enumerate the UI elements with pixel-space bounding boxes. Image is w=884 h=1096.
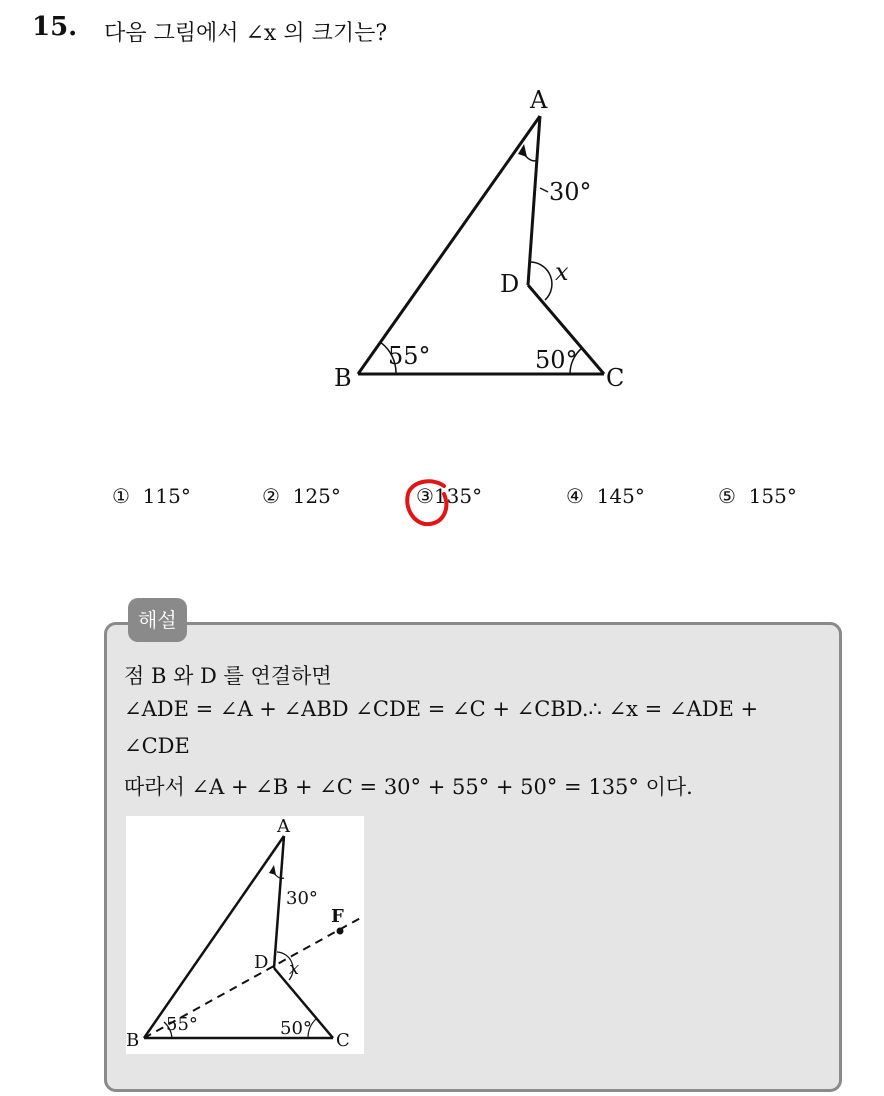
solution-label: 해설 xyxy=(128,598,187,642)
solution-line-3: ∠CDE xyxy=(124,734,190,758)
fig2-angle-x: x xyxy=(289,958,300,979)
choice-4[interactable] xyxy=(566,484,645,508)
choice-2-value: 125° xyxy=(292,484,341,508)
fig2-label-c: C xyxy=(336,1030,350,1051)
solution-line-4: 따라서 ∠A + ∠B + ∠C = 30° + 55° + 50° = 135° 이다. xyxy=(124,775,693,799)
fig2-label-a: A xyxy=(277,816,290,837)
choice-5[interactable] xyxy=(718,484,797,508)
fig2-label-f: F xyxy=(331,906,344,927)
choice-2-marker: ② xyxy=(262,484,280,508)
question-text: 다음 그림에서 ∠x 의 크기는? xyxy=(104,21,388,46)
fig2-label-b: B xyxy=(126,1030,140,1051)
fig1-angle-a: 30° xyxy=(549,178,592,206)
choice-2[interactable] xyxy=(262,484,341,508)
fig2-angle-b: 55° xyxy=(166,1014,198,1035)
fig1-label-b: B xyxy=(334,364,352,392)
choice-5-marker: ⑤ xyxy=(718,484,736,508)
fig1-label-d: D xyxy=(500,270,520,298)
choice-4-marker: ④ xyxy=(566,484,584,508)
selected-answer-circle xyxy=(400,476,454,532)
fig1-angle-c: 50° xyxy=(535,346,578,374)
choice-4-value: 145° xyxy=(596,484,645,508)
choice-5-value: 155° xyxy=(748,484,797,508)
fig1-label-a: A xyxy=(530,86,548,114)
solution-figure xyxy=(126,816,364,1054)
choice-3-marker: ③ xyxy=(416,484,434,508)
fig2-angle-a: 30° xyxy=(286,888,318,909)
choice-1[interactable] xyxy=(112,484,191,508)
fig2-angle-c: 50° xyxy=(280,1018,312,1039)
choice-1-marker: ① xyxy=(112,484,130,508)
choice-1-value: 115° xyxy=(142,484,191,508)
fig1-label-c: C xyxy=(606,364,625,392)
fig1-angle-x: x xyxy=(555,258,569,286)
choice-3-value: 135° xyxy=(433,484,483,508)
fig1-angle-b: 55° xyxy=(388,342,431,370)
fig2-label-d: D xyxy=(254,952,269,973)
triangle-figure xyxy=(0,0,884,420)
solution-line-2: ∠ADE = ∠A + ∠ABD ∠CDE = ∠C + ∠CBD.∴ ∠x = ∠ADE + xyxy=(124,697,759,721)
question-number: 15. xyxy=(32,12,78,42)
solution-line-1: 점 B 와 D 를 연결하면 xyxy=(124,664,332,688)
